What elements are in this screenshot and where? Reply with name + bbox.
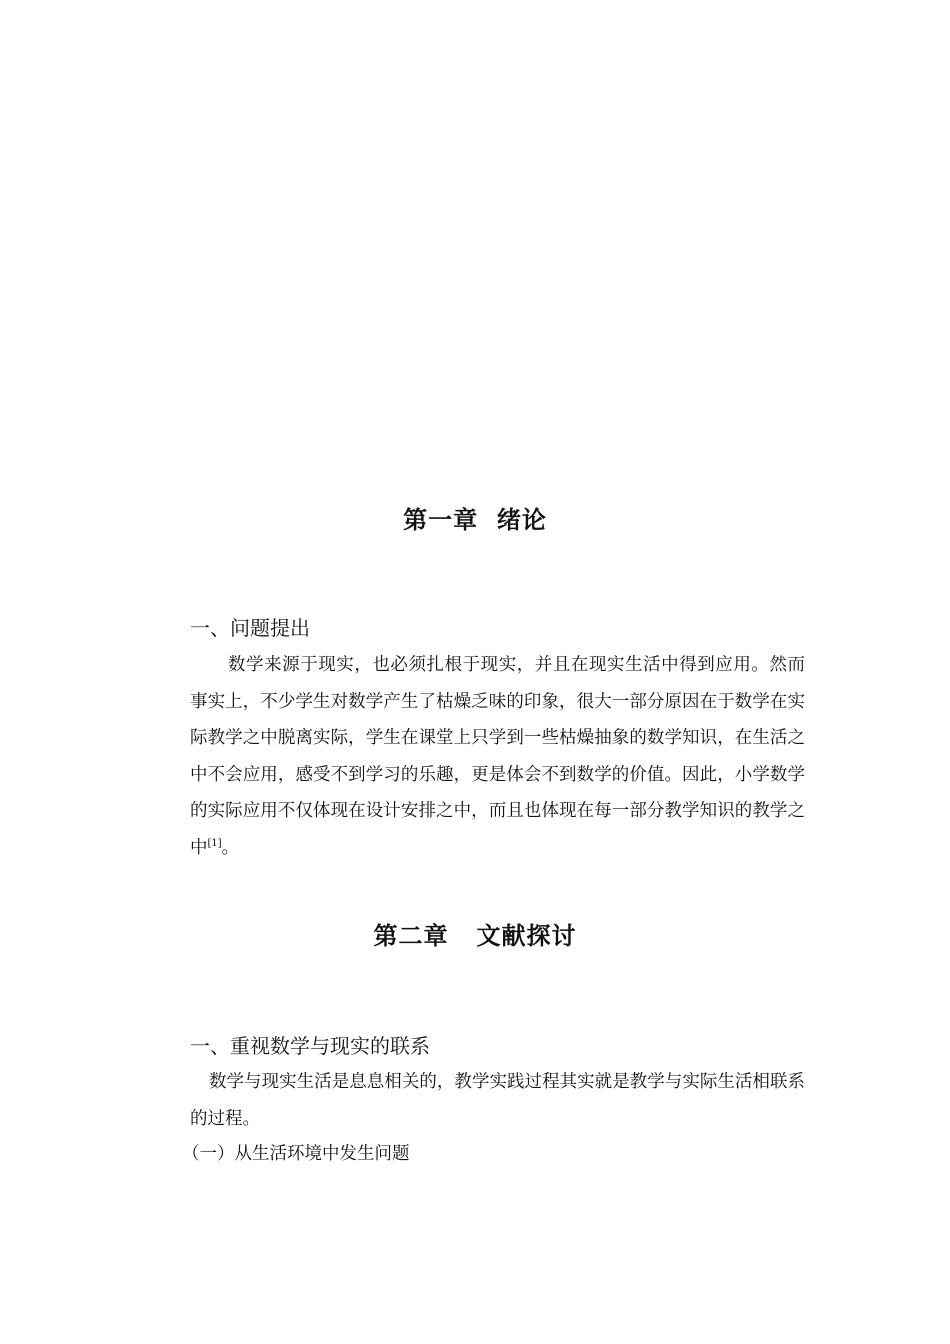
chapter-1-title: 第一章 绪论 xyxy=(403,506,547,534)
section-heading-problem-statement: 一、问题提出 xyxy=(190,616,310,640)
chapter-2-title: 第二章 文献探讨 xyxy=(373,922,577,950)
paragraph-end-mark: 。 xyxy=(221,837,240,858)
citation-reference: [1] xyxy=(207,837,222,849)
paragraph-introduction-text: 数学来源于现实，也必须扎根于现实，并且在现实生活中得到应用。然而事实上，不少学生对数学产生了枯燥乏味的印象，很大一部分原因在于数学在实际教学之中脱离实际，学生在课堂上只学到一些枯燥抽象的数学知识，在生活之中不会应用，感受不到学习的乐趣，更是体会不到数学的价值。因此，小学数学的实际应用不仅体现在设计安排之中，而且也体现在每一部分教学知识的教学之中 xyxy=(190,655,805,858)
paragraph-introduction xyxy=(190,647,805,866)
paragraph-literature: 数学与现实生活是息息相关的，教学实践过程其实就是教学与实际生活相联系的过程。 xyxy=(190,1072,805,1129)
subsection-heading-life-environment: （一）从生活环境中发生问题 xyxy=(182,1144,410,1164)
section-heading-math-reality-link: 一、重视数学与现实的联系 xyxy=(190,1034,430,1058)
